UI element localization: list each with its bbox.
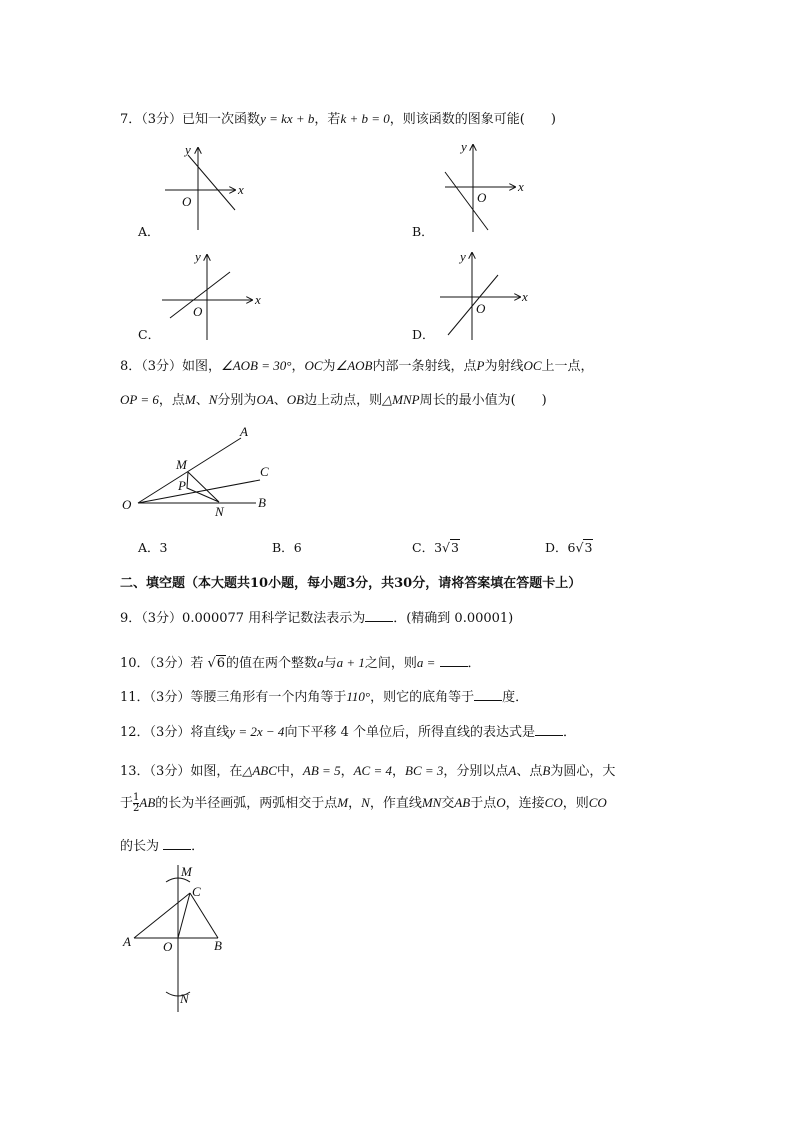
- q8-label-p: P: [178, 478, 186, 493]
- q13-label-c: C: [192, 884, 201, 899]
- q7a-x-label: x: [238, 182, 244, 197]
- q8-option-b: B．6: [272, 540, 302, 555]
- q7a-origin-label: O: [182, 194, 192, 209]
- q7c-y-label: y: [195, 249, 201, 264]
- q12-answer-blank[interactable]: [535, 725, 563, 736]
- q13-label-b: B: [214, 938, 222, 953]
- q8-stem-line1: 8．（3分）如图，∠AOB = 30°，OC为∠AOB内部一条射线，点P为射线OC上一点，: [120, 358, 594, 374]
- q13-label-a: A: [123, 934, 131, 949]
- q13-stem-line3: 的长为 ．: [120, 839, 205, 854]
- q13-label-m: M: [181, 864, 192, 879]
- q13-stem-line1: 13．（3分）如图，在△ABC中，AB = 5，AC = 4，BC = 3，分别以点A、点B为圆心，大: [120, 763, 616, 779]
- q8-label-b: B: [258, 495, 266, 510]
- q7b-origin-label: O: [477, 190, 487, 205]
- q7-graph-c: [160, 250, 260, 345]
- q7c-origin-label: O: [193, 304, 203, 319]
- q7d-y-label: y: [460, 249, 466, 264]
- q7-option-c: C．: [138, 327, 161, 342]
- q8-label-n: N: [215, 504, 224, 519]
- q7-option-b: B．: [412, 224, 434, 239]
- q7-graph-d: [438, 250, 538, 345]
- q8-stem-line2: OP = 6，点M、N分别为OA、OB边上动点，则△MNP周长的最小值为( ): [120, 392, 547, 408]
- q7b-x-label: x: [518, 179, 524, 194]
- q8-option-d: D．6√3: [545, 540, 593, 555]
- q8-option-c: C．3√3: [412, 540, 459, 555]
- q13-label-n: N: [180, 991, 189, 1006]
- q11-stem: 11．（3分）等腰三角形有一个内角等于110°，则它的底角等于 度．: [120, 689, 529, 705]
- q8-option-a: A．3: [138, 540, 168, 555]
- q7-option-d: D．: [412, 327, 435, 342]
- q8-label-c: C: [260, 464, 269, 479]
- q10-answer-blank[interactable]: [440, 656, 468, 667]
- q7-stem: 7．（3分）已知一次函数y = kx + b，若k + b = 0，则该函数的图象可能( ): [120, 111, 556, 127]
- q7c-x-label: x: [255, 292, 261, 307]
- q10-stem: 10．（3分）若 √6的值在两个整数a与a + 1之间，则a = ．: [120, 655, 481, 671]
- q7d-origin-label: O: [476, 301, 486, 316]
- q7d-x-label: x: [522, 289, 528, 304]
- q13-answer-blank[interactable]: [163, 839, 191, 850]
- section-2-heading: 二、填空题（本大题共10小题，每小题3分，共30分，请将答案填在答题卡上）: [120, 576, 582, 591]
- q7a-y-label: y: [185, 142, 191, 157]
- q7-option-a: A．: [138, 224, 160, 239]
- q8-figure: [118, 420, 288, 520]
- q13-label-o: O: [163, 939, 173, 954]
- q11-answer-blank[interactable]: [474, 690, 502, 701]
- q7b-y-label: y: [461, 139, 467, 154]
- q9-stem: 9．（3分）0.000077 用科学记数法表示为 ．(精确到 0.00001): [120, 611, 514, 626]
- q7-graph-a: [160, 140, 260, 240]
- q13-fraction: $\frac{1}{2}$: [133, 792, 140, 814]
- q12-stem: 12．（3分）将直线y = 2x − 4向下平移 4 个单位后，所得直线的表达式是 ．: [120, 724, 576, 740]
- q8-label-m: M: [176, 457, 187, 472]
- q9-answer-blank[interactable]: [365, 611, 393, 622]
- q13-figure: [120, 860, 240, 1020]
- q13-stem-line2: 于 $\frac{1}{2}$ AB的长为半径画弧，两弧相交于点M，N，作直线MN交AB于点O，连接CO，则CO: [120, 792, 607, 814]
- q8-label-o: O: [122, 497, 132, 512]
- q7-graph-b: [440, 140, 540, 240]
- q8-label-a: A: [240, 424, 248, 439]
